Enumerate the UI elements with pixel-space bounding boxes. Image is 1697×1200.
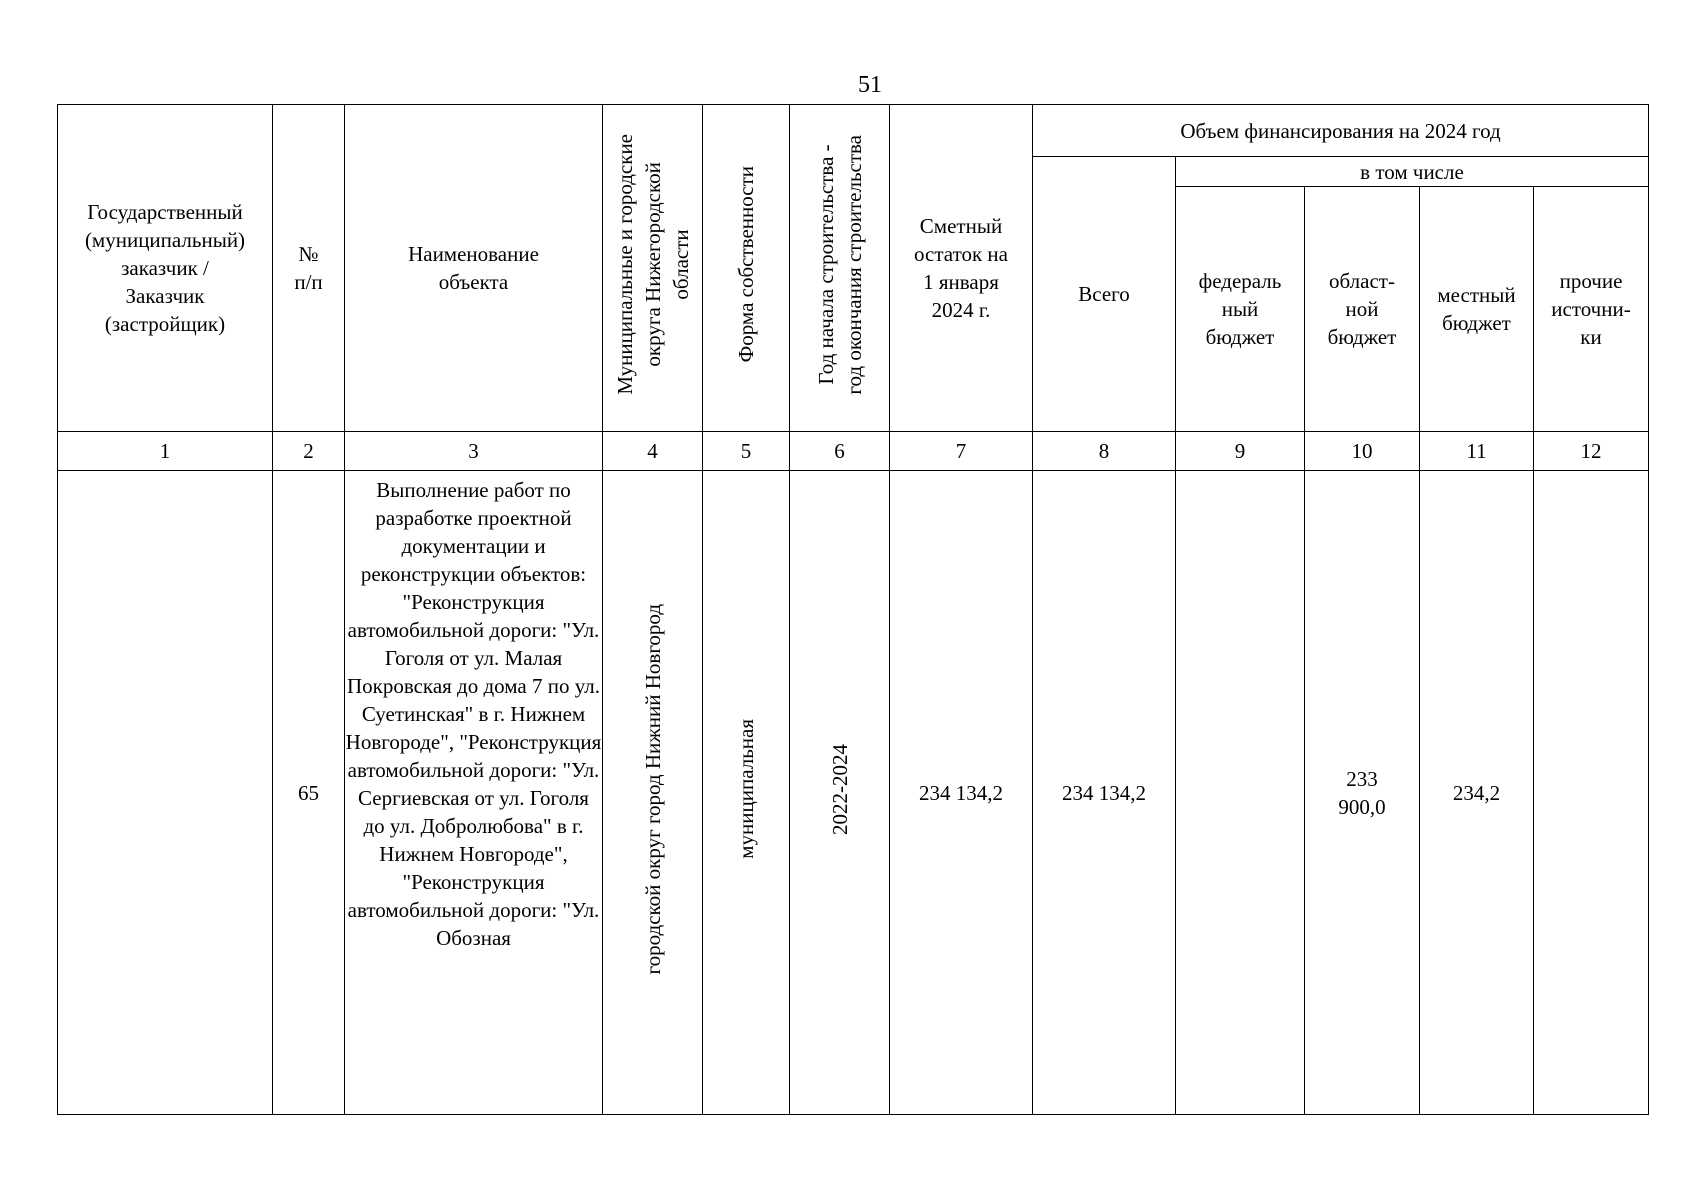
- table-row: [58, 471, 1649, 1115]
- page-number: 51: [858, 72, 882, 98]
- header-ownership-form: Форма собственности: [703, 105, 790, 432]
- cell-total: 234 134,2: [1033, 471, 1176, 1115]
- header-federal: федераль ный бюджет: [1176, 187, 1305, 432]
- header-row-1: [58, 105, 1649, 157]
- header-estimated-balance: Сметный остаток на 1 января 2024 г.: [890, 105, 1033, 432]
- column-number: 5: [703, 432, 790, 471]
- cell-other: [1534, 471, 1649, 1115]
- financing-table: [57, 104, 1649, 1115]
- header-total: Всего: [1033, 157, 1176, 432]
- header-construction-years: Год начала строительства - год окончания строительства: [790, 105, 890, 432]
- header-number: № п/п: [273, 105, 345, 432]
- header-object-name: Наименование объекта: [345, 105, 603, 432]
- cell-ownership: муниципальная: [703, 471, 790, 1115]
- header-customer: Государственный (муниципальный) заказчик / Заказчик (застройщик): [58, 105, 273, 432]
- column-number: 10: [1305, 432, 1420, 471]
- cell-number: 65: [273, 471, 345, 1115]
- column-number: 4: [603, 432, 703, 471]
- cell-local: 234,2: [1420, 471, 1534, 1115]
- header-local: местный бюджет: [1420, 187, 1534, 432]
- column-number: 3: [345, 432, 603, 471]
- cell-years: 2022-2024: [790, 471, 890, 1115]
- column-number: 12: [1534, 432, 1649, 471]
- column-number: 6: [790, 432, 890, 471]
- header-municipal-districts: Муниципальные и городские округа Нижегородской области: [603, 105, 703, 432]
- column-number: 8: [1033, 432, 1176, 471]
- column-number: 1: [58, 432, 273, 471]
- cell-regional: 233 900,0: [1305, 471, 1420, 1115]
- cell-municipality: городской округ город Нижний Новгород: [603, 471, 703, 1115]
- cell-customer: [58, 471, 273, 1115]
- header-regional: област- ной бюджет: [1305, 187, 1420, 432]
- column-number: 7: [890, 432, 1033, 471]
- column-number: 2: [273, 432, 345, 471]
- column-number-row: [58, 432, 1649, 471]
- column-number: 11: [1420, 432, 1534, 471]
- cell-federal: [1176, 471, 1305, 1115]
- column-number: 9: [1176, 432, 1305, 471]
- header-other: прочие источни- ки: [1534, 187, 1649, 432]
- cell-estimated-balance: 234 134,2: [890, 471, 1033, 1115]
- cell-object-name: Выполнение работ по разработке проектной документации и реконструкции объектов: "Реконструкция автомобильной дороги: "Ул. Гоголя от ул. Малая Покровская до дома 7 по ул. Суетинская" в г. Нижнем Новгороде", "Реконструкция автомобильной дороги: "Ул. Сергиевская от ул. Гоголя до ул. Добролюбова" в г. Нижнем Новгороде", "Реконструкция автомобильной дороги: "Ул. Обозная: [345, 471, 603, 1115]
- header-financing-group: Объем финансирования на 2024 год: [1033, 105, 1649, 157]
- header-including: в том числе: [1176, 157, 1649, 187]
